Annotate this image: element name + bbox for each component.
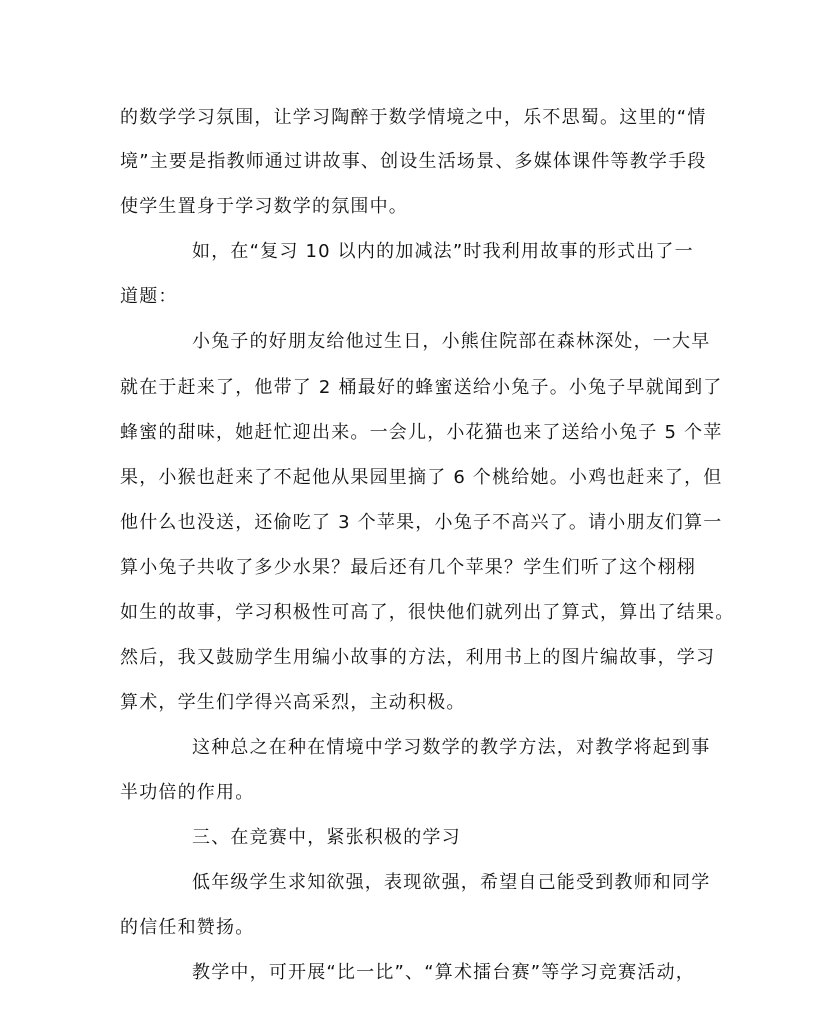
text-line: 使学生置身于学习数学的氛围中。: [120, 196, 408, 217]
text-line: 低年级学生求知欲强，表现欲强，希望自己能受到教师和同学: [192, 872, 711, 893]
text-line: 就在于赶来了，他带了 2 桶最好的蜂蜜送给小兔子。小兔子早就闻到了: [120, 377, 723, 398]
text-line: 境”主要是指教师通过讲故事、创设生活场景、多媒体课件等教学手段: [120, 151, 707, 172]
text-line: 小兔子的好朋友给他过生日，小熊住院部在森林深处，一大早: [192, 331, 711, 352]
text-line: 果，小猴也赶来了不起他从果园里摘了 6 个桃给她。小鸡也赶来了，但: [120, 467, 723, 488]
text-line: 算术，学生们学得兴高采烈，主动积极。: [120, 692, 466, 713]
section-heading: 三、在竞赛中，紧张积极的学习: [192, 827, 461, 848]
text-line: 的信任和赞扬。: [120, 917, 255, 938]
text-line: 如生的故事，学习积极性可高了，很快他们就列出了算式，算出了结果。: [120, 602, 735, 623]
text-line: 半功倍的作用。: [120, 782, 255, 803]
text-line: 蜂蜜的甜味，她赶忙迎出来。一会儿，小花猫也来了送给小兔子 5 个苹: [120, 422, 723, 443]
text-line: 他什么也没送，还偷吃了 3 个苹果，小兔子不高兴了。请小朋友们算一: [120, 512, 723, 533]
text-line: 然后，我又鼓励学生用编小故事的方法，利用书上的图片编故事，学习: [120, 647, 716, 668]
text-line: 的数学学习氛围，让学习陶醉于数学情境之中，乐不思蜀。这里的“情: [120, 107, 707, 128]
text-line: 如，在“复习 10 以内的加减法”时我利用故事的形式出了一: [192, 241, 694, 262]
text-line: 这种总之在种在情境中学习数学的教学方法，对教学将起到事: [192, 737, 711, 758]
text-line: 道题：: [120, 286, 178, 307]
text-line: 算小兔子共收了多少水果？最后还有几个苹果？学生们听了这个栩栩: [120, 557, 696, 578]
text-line: 教学中，可开展“比一比”、“算术擂台赛”等学习竞赛活动，: [192, 962, 695, 983]
